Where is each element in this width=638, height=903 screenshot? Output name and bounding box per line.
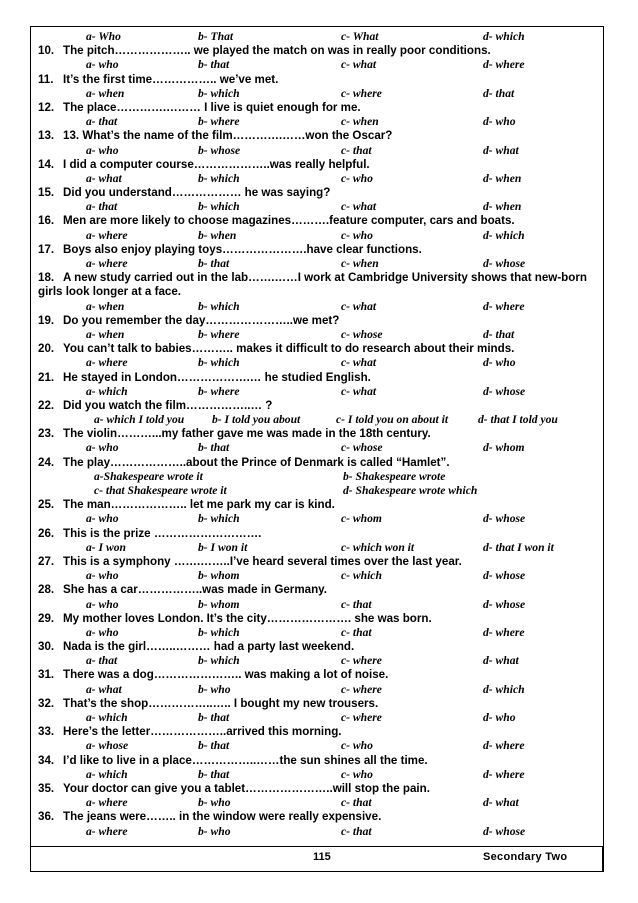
question-text: A new study carried out in the lab…….……I work at Cambridge University shows that new-born [63, 271, 587, 285]
option-c: c- that [341, 796, 372, 810]
options-row [38, 200, 598, 214]
option-d: d- where [483, 767, 525, 781]
option-b: b- where [198, 327, 240, 341]
option-b: b- that [198, 767, 230, 781]
option-b: b- who [198, 682, 231, 696]
option-d: d- whose [483, 257, 526, 270]
option-a: a- who [86, 597, 119, 611]
question-text-continued: girls look longer at a face. [38, 285, 182, 299]
question-number: 34. [38, 753, 55, 767]
options-row [38, 229, 598, 243]
option-d: d- what [483, 654, 519, 668]
question-text: Do you remember the day…………………..we met? [63, 313, 340, 327]
option-c: c- whose [341, 441, 383, 455]
option-a: a- which I told you [94, 413, 185, 427]
question-row [38, 186, 598, 200]
question-number: 28. [38, 583, 55, 597]
option-b: b- when [198, 228, 237, 242]
question-row [38, 73, 598, 87]
options-row [38, 825, 598, 839]
options-row [38, 87, 598, 101]
question-number: 17. [38, 242, 55, 256]
question-number: 19. [38, 313, 55, 327]
question-row [38, 158, 598, 172]
option-a: a- when [86, 86, 125, 100]
footer-left-border [30, 846, 31, 872]
question-row [38, 271, 598, 285]
option-a: a- that [86, 654, 118, 668]
question-row [38, 697, 598, 711]
option-c: c- what [341, 299, 377, 313]
question-row [38, 129, 598, 143]
option-c: c- what [341, 58, 377, 72]
options-row [38, 739, 598, 753]
question-row [38, 342, 598, 356]
option-c: c- that [341, 597, 372, 611]
option-d: d- who [483, 115, 516, 129]
option-b: b- I told you about [212, 413, 301, 427]
option-a: a- who [86, 441, 119, 455]
page-number: 115 [313, 851, 331, 863]
options-row [38, 441, 598, 455]
question-text: Nada is the girl……..……… had a party last weekend. [63, 640, 355, 654]
question-text: This is a symphony …….……..I’ve heard several times over the last year. [63, 554, 462, 568]
question-number: 15. [38, 186, 55, 200]
question-text: Did you understand……………… he was saying? [63, 186, 331, 200]
option-c: c- what [341, 384, 377, 398]
question-number: 11. [38, 72, 54, 86]
option-c: c- when [341, 257, 379, 270]
options-row [38, 683, 598, 697]
options-row [38, 470, 598, 484]
option-c: c- where [341, 682, 382, 696]
option-d: d- who [483, 711, 516, 724]
question-text: It’s the first time…………….. we’ve met. [63, 72, 279, 86]
option-d: d- whose [483, 597, 526, 611]
option-c: c- where [341, 654, 382, 668]
options-row [38, 115, 598, 129]
options-row [38, 796, 598, 810]
options-row [38, 413, 598, 427]
option-b: b- who [198, 824, 231, 838]
option-d: d- whom [483, 441, 525, 455]
option-a: a- where [86, 228, 128, 242]
question-row [38, 498, 598, 512]
option-b: b- which [198, 625, 240, 639]
question-number: 25. [38, 498, 55, 512]
question-row [38, 456, 598, 470]
option-c: c- whose [341, 327, 383, 341]
option-c: c- where [341, 711, 382, 724]
question-text: The man……………….. let me park my car is kind. [63, 498, 335, 512]
question-number: 20. [38, 342, 55, 356]
option-d: d- where [483, 739, 525, 753]
question-row [38, 612, 598, 626]
question-row [38, 555, 598, 569]
option-c: c- who [341, 171, 373, 185]
options-row [38, 300, 598, 314]
question-row [38, 427, 598, 441]
question-text: You can’t talk to babies……….. makes it difficult to do research about their minds. [63, 342, 515, 356]
option-b: b- which [198, 200, 240, 214]
option-b: b- which [198, 512, 240, 526]
option-a: a- who [86, 625, 119, 639]
options-row [38, 598, 598, 612]
option-c: c- I told you on about it [336, 413, 449, 427]
option-d: d- whose [483, 824, 526, 838]
option-d: d- that I told you [478, 413, 558, 427]
options-row [38, 58, 598, 72]
question-row [38, 725, 598, 739]
question-text: Did you watch the film……………..… ? [63, 398, 273, 412]
options-row [38, 626, 598, 640]
option-c: c- where [341, 86, 382, 100]
option-d: d- which [483, 228, 525, 242]
question-text: The violin………...my father gave me was made in the 18th century. [63, 427, 431, 441]
question-row [38, 399, 598, 413]
question-row [38, 782, 598, 796]
option-b: b- whom [198, 597, 240, 611]
question-number: 21. [38, 370, 55, 384]
question-number: 27. [38, 554, 55, 568]
question-text: I did a computer course………………..was really helpful. [63, 157, 370, 171]
option-a: a- which [86, 767, 128, 781]
options-row [38, 328, 598, 342]
option-c: c- which [341, 569, 382, 583]
option-a: a- Who [86, 30, 121, 43]
footer-right-border [602, 846, 603, 872]
question-row [38, 640, 598, 654]
option-a: a- who [86, 569, 119, 583]
question-text: Men are more likely to choose magazines……….feature computer, cars and boats. [63, 214, 515, 228]
question-text: The pitch……………….. we played the match on was in really poor conditions. [63, 44, 491, 58]
option-a: a- where [86, 356, 128, 370]
option-c: c- that Shakespeare wrote it [94, 484, 227, 497]
question-text: 13. What’s the name of the film………….……won the Oscar? [63, 129, 393, 143]
question-row [38, 754, 598, 768]
option-a: a- what [86, 171, 122, 185]
option-b: b- Shakespeare wrote [343, 469, 446, 483]
question-text: Boys also enjoy playing toys………………….have clear functions. [63, 242, 422, 256]
option-a: a- who [86, 512, 119, 526]
option-b: b- which [198, 86, 240, 100]
option-d: d- Shakespeare wrote which [343, 484, 478, 497]
question-row [38, 583, 598, 597]
footer-divider [30, 846, 604, 847]
option-a: a-Shakespeare wrote it [94, 469, 203, 483]
question-text: My mother loves London. It’s the city…………………. she was born. [63, 611, 432, 625]
question-text: That’s the shop……………..….. I bought my new trousers. [63, 696, 379, 710]
question-row [38, 810, 598, 824]
options-row [38, 512, 598, 526]
option-c: c- that [341, 143, 372, 157]
option-c: c- what [341, 356, 377, 370]
option-c: c- whom [341, 512, 382, 526]
options-row [38, 144, 598, 158]
option-b: b- that [198, 441, 230, 455]
option-a: a- where [86, 796, 128, 810]
option-b: b- I won it [198, 540, 248, 554]
question-number: 24. [38, 455, 55, 469]
option-a: a- that [86, 115, 118, 129]
question-text: He stayed in London……………….… he studied English. [63, 370, 371, 384]
option-b: b- who [198, 796, 231, 810]
question-row [38, 243, 598, 257]
question-number: 32. [38, 696, 55, 710]
question-number: 31. [38, 668, 55, 682]
option-a: a- when [86, 299, 125, 313]
options-row [38, 569, 598, 583]
option-d: d- what [483, 143, 519, 157]
question-number: 13. [38, 129, 55, 143]
question-row [38, 668, 598, 682]
question-row [38, 214, 598, 228]
option-d: d- that [483, 327, 515, 341]
option-d: d- that [483, 86, 515, 100]
option-c: c- that [341, 824, 372, 838]
option-b: b- that [198, 58, 230, 72]
question-text: I’d like to live in a place……………..……the sun shines all the time. [63, 753, 428, 767]
option-b: b- which [198, 171, 240, 185]
option-d: d- whose [483, 512, 526, 526]
option-a: a- I won [86, 540, 126, 554]
question-number: 16. [38, 214, 55, 228]
question-text: Your doctor can give you a tablet…………………..will stop the pain. [63, 781, 430, 795]
option-d: d- where [483, 58, 525, 72]
question-number: 30. [38, 640, 55, 654]
option-b: b- that [198, 739, 230, 753]
options-row [38, 768, 598, 782]
option-c: c- who [341, 739, 373, 753]
option-a: a- where [86, 257, 128, 270]
option-a: a- which [86, 711, 128, 724]
option-d: d- when [483, 171, 522, 185]
question-text: The jeans were…….. in the window were really expensive. [63, 810, 382, 824]
option-b: b- That [198, 30, 234, 43]
question-number: 26. [38, 526, 55, 540]
question-text: The place………….……… I live is quiet enough for me. [63, 100, 361, 114]
option-b: b- which [198, 356, 240, 370]
question-number: 33. [38, 725, 55, 739]
option-d: d- that I won it [483, 540, 554, 554]
options-row [38, 356, 598, 370]
option-d: d- when [483, 200, 522, 214]
worksheet-content [38, 30, 598, 839]
question-list [38, 44, 598, 839]
question-number: 29. [38, 611, 55, 625]
option-d: d- who [483, 356, 516, 370]
question-number: 12. [38, 100, 55, 114]
option-d: d- where [483, 625, 525, 639]
question-number: 36. [38, 810, 55, 824]
option-a: a- which [86, 384, 128, 398]
option-d: d- whose [483, 569, 526, 583]
option-d: d- which [483, 682, 525, 696]
option-b: b- that [198, 711, 230, 724]
option-a: a- where [86, 824, 128, 838]
question-row [38, 314, 598, 328]
option-b: b- which [198, 299, 240, 313]
section-label: Secondary Two [483, 851, 568, 863]
option-a: a- that [86, 200, 118, 214]
option-b: b- which [198, 654, 240, 668]
question-text: Here’s the letter………………..arrived this morning. [63, 725, 342, 739]
options-row [38, 711, 598, 725]
question-row [38, 371, 598, 385]
question-text: She has a car……………..was made in Germany. [63, 583, 327, 597]
options-row [38, 257, 598, 271]
question-row [38, 44, 598, 58]
option-d: d- whose [483, 384, 526, 398]
question-text: There was a dog………………….. was making a lot of noise. [63, 668, 389, 682]
option-d: d- where [483, 299, 525, 313]
options-row [38, 654, 598, 668]
option-a: a- what [86, 682, 122, 696]
option-a: a- when [86, 327, 125, 341]
option-b: b- where [198, 384, 240, 398]
options-row [38, 30, 598, 44]
question-number: 23. [38, 427, 55, 441]
option-a: a- whose [86, 739, 129, 753]
question-row [38, 101, 598, 115]
question-number: 14. [38, 157, 55, 171]
options-row [38, 484, 598, 498]
option-c: c- What [341, 30, 379, 43]
question-text: This is the prize ………………………. [63, 526, 262, 540]
option-c: c- what [341, 200, 377, 214]
question-number: 22. [38, 398, 55, 412]
option-c: c- that [341, 625, 372, 639]
option-b: b- whose [198, 143, 241, 157]
options-row [38, 172, 598, 186]
question-text: The play………………..about the Prince of Denmark is called “Hamlet”. [63, 455, 450, 469]
option-c: c- which won it [341, 540, 415, 554]
option-b: b- where [198, 115, 240, 129]
option-d: d- what [483, 796, 519, 810]
option-b: b- that [198, 257, 230, 270]
question-number: 35. [38, 781, 55, 795]
question-number: 18. [38, 271, 55, 285]
option-c: c- who [341, 228, 373, 242]
options-row [38, 541, 598, 555]
question-number: 10. [38, 44, 55, 58]
option-c: c- when [341, 115, 379, 129]
question-row [38, 527, 598, 541]
option-c: c- who [341, 767, 373, 781]
option-b: b- whom [198, 569, 240, 583]
option-a: a- who [86, 143, 119, 157]
option-a: a- who [86, 58, 119, 72]
options-row [38, 385, 598, 399]
option-d: d- which [483, 30, 525, 43]
